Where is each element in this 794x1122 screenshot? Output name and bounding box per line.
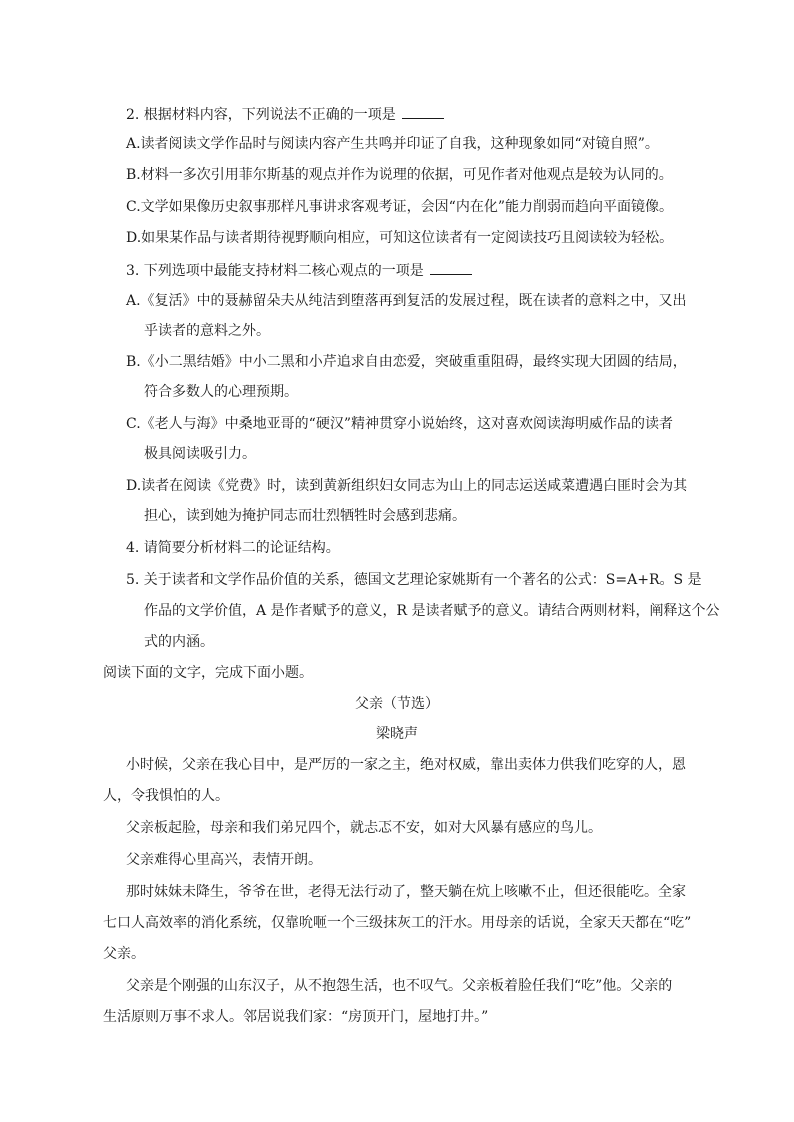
question-2-option-a: A.读者阅读文学作品时与阅读内容产生共鸣并印证了自我，这种现象如同“对镜自照”。 — [126, 136, 659, 152]
essay-paragraph-4-line-2: 七口人高效率的消化系统，仅靠吮咂一个三级抹灰工的汗水。用母亲的话说，全家天天都在“吃” — [103, 915, 692, 931]
question-2-option-d: D.如果某作品与读者期待视野顺向相应，可知这位读者有一定阅读技巧且阅读较为轻松。 — [126, 230, 674, 246]
essay-paragraph-1-line-2: 人，令我惧怕的人。 — [103, 788, 229, 804]
essay-paragraph-1-line-1: 小时候，父亲在我心目中，是严厉的一家之主，绝对权威，靠出卖体力供我们吃穿的人，恩 — [126, 757, 686, 773]
question-2-text: 2. 根据材料内容，下列说法不正确的一项是 — [126, 107, 396, 123]
question-2-stem — [126, 104, 444, 125]
question-3-option-c: C.《老人与海》中桑地亚哥的“硬汉”精神贯穿小说始终，这对喜欢阅读海明威作品的读者 — [126, 416, 673, 432]
essay-paragraph-5-line-1: 父亲是个刚强的山东汉子，从不抱怨生活，也不叹气。父亲板着脸任我们“吃”他。父亲的 — [126, 978, 673, 994]
essay-paragraph-5-line-2: 生活原则万事不求人。邻居说我们家：“房顶开门，屋地打井。” — [103, 1009, 489, 1025]
question-3-option-a-cont: 乎读者的意料之外。 — [144, 323, 270, 339]
essay-paragraph-4-line-3: 父亲。 — [103, 946, 145, 962]
essay-paragraph-4-line-1: 那时妹妹未降生，爷爷在世，老得无法行动了，整天躺在炕上咳嗽不止，但还很能吃。全家 — [126, 884, 686, 900]
question-5-line-3: 式的内涵。 — [144, 634, 214, 650]
essay-title: 父亲（节选） — [355, 696, 439, 712]
essay-paragraph-2: 父亲板起脸，母亲和我们弟兄四个，就忐忑不安，如对大风暴有感应的鸟儿。 — [126, 820, 602, 836]
question-5-line-2: 作品的文学价值，A 是作者赋予的意义，R 是读者赋予的意义。请结合两则材料，阐释这个公 — [144, 603, 720, 619]
question-3-stem — [126, 260, 472, 281]
answer-blank — [402, 104, 444, 119]
question-3-option-c-cont: 极具阅读吸引力。 — [144, 446, 256, 462]
essay-author: 梁晓声 — [376, 726, 418, 742]
question-3-option-b: B.《小二黑结婚》中小二黑和小芹追求自由恋爱，突破重重阻碍，最终实现大团圆的结局， — [126, 354, 687, 370]
question-3-option-d: D.读者在阅读《党费》时，读到黄新组织妇女同志为山上的同志运送咸菜遭遇白匪时会为其 — [126, 478, 688, 494]
question-3-option-a: A.《复活》中的聂赫留朵夫从纯洁到堕落再到复活的发展过程，既在读者的意料之中，又出 — [126, 293, 687, 309]
question-2-option-b: B.材料一多次引用菲尔斯基的观点并作为说理的依据，可见作者对他观点是较为认同的。 — [126, 167, 673, 183]
reading-instruction: 阅读下面的文字，完成下面小题。 — [103, 665, 313, 681]
question-3-text: 3. 下列选项中最能支持材料二核心观点的一项是 — [126, 263, 424, 279]
question-2-option-c: C.文学如果像历史叙事那样凡事讲求客观考证，会因“内在化”能力削弱而趋向平面镜像。 — [126, 199, 673, 215]
question-3-option-b-cont: 符合多数人的心理预期。 — [144, 384, 298, 400]
question-5-line-1: 5. 关于读者和文学作品价值的关系，德国文艺理论家姚斯有一个著名的公式：S=A+R。S 是 — [126, 572, 702, 588]
essay-paragraph-3: 父亲难得心里高兴，表情开朗。 — [126, 852, 322, 868]
answer-blank — [430, 260, 472, 275]
question-3-option-d-cont: 担心，读到她为掩护同志而壮烈牺牲时会感到悲痛。 — [144, 508, 466, 524]
question-4: 4. 请简要分析材料二的论证结构。 — [126, 540, 340, 556]
